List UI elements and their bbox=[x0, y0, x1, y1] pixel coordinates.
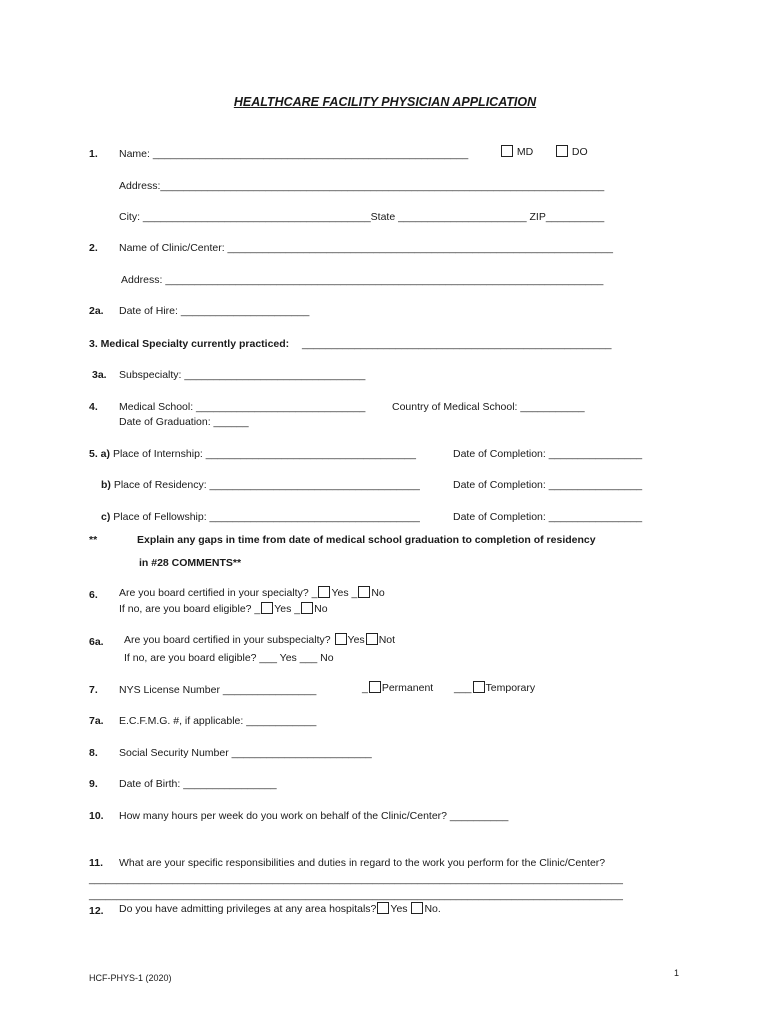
board-certified-row bbox=[119, 586, 385, 599]
q6-number: 6. bbox=[89, 589, 98, 601]
subspecialty-yes-label: Yes bbox=[347, 634, 365, 646]
q12-number: 12. bbox=[89, 905, 104, 917]
permanent-checkbox[interactable] bbox=[369, 681, 381, 693]
board-eligible-no-label: No bbox=[314, 603, 328, 615]
internship-completion-field[interactable]: Date of Completion: ________________ bbox=[453, 448, 643, 460]
board-eligible-yes-checkbox[interactable] bbox=[261, 602, 273, 614]
admitting-privileges-row bbox=[119, 902, 441, 915]
admitting-no-label: No. bbox=[424, 903, 441, 915]
q2-number: 2. bbox=[89, 242, 98, 254]
q7a-number: 7a. bbox=[89, 715, 104, 727]
page-title: HEALTHCARE FACILITY PHYSICIAN APPLICATION bbox=[233, 95, 537, 109]
do-checkbox[interactable] bbox=[556, 145, 568, 157]
temporary-option[interactable] bbox=[454, 681, 535, 694]
q11-number: 11. bbox=[89, 857, 104, 869]
country-of-school-field[interactable]: Country of Medical School: ___________ bbox=[392, 401, 585, 413]
responsibilities-line-1[interactable]: ________________________________________________________________________________________________ bbox=[89, 874, 623, 885]
gaps-note-line2: in #28 COMMENTS** bbox=[139, 557, 242, 569]
board-certified-no-checkbox[interactable] bbox=[358, 586, 370, 598]
ssn-field[interactable]: Social Security Number ________________________ bbox=[119, 747, 372, 759]
graduation-date-field[interactable]: Date of Graduation: ______ bbox=[119, 416, 249, 428]
q10-number: 10. bbox=[89, 810, 104, 822]
residency-row[interactable] bbox=[101, 479, 420, 491]
board-certified-yes-label: Yes _ bbox=[331, 587, 358, 599]
q8-number: 8. bbox=[89, 747, 98, 759]
note-stars: ** bbox=[89, 534, 98, 546]
date-of-birth-field[interactable]: Date of Birth: ________________ bbox=[119, 778, 277, 790]
residency-completion-field[interactable]: Date of Completion: ________________ bbox=[453, 479, 643, 491]
subspecialty-yes-checkbox[interactable] bbox=[335, 633, 347, 645]
q7-number: 7. bbox=[89, 684, 98, 696]
board-eligible-label: If no, are you board eligible? _ bbox=[119, 603, 261, 615]
subspecialty-no-checkbox[interactable] bbox=[366, 633, 378, 645]
md-checkbox[interactable] bbox=[501, 145, 513, 157]
q5a-number: 5. a) bbox=[89, 448, 111, 460]
medical-specialty-field[interactable]: _____________________________________________________ bbox=[302, 338, 612, 350]
page-number: 1 bbox=[674, 968, 680, 978]
city-state-zip-field[interactable]: City: _______________________________________State ______________________ ZIP__________ bbox=[119, 211, 605, 223]
temporary-prefix: ___ bbox=[454, 682, 472, 694]
q3a-number: 3a. bbox=[92, 369, 107, 381]
board-certified-label: Are you board certified in your specialty? _ bbox=[119, 587, 318, 599]
temporary-label: Temporary bbox=[485, 682, 536, 694]
md-label: MD bbox=[516, 146, 534, 158]
permanent-label: Permanent bbox=[381, 682, 434, 694]
license-number-field[interactable]: NYS License Number ________________ bbox=[119, 684, 317, 696]
board-eligible-yes-label: Yes _ bbox=[274, 603, 301, 615]
form-code: HCF-PHYS-1 (2020) bbox=[89, 973, 172, 983]
internship-row[interactable] bbox=[89, 448, 416, 460]
admitting-no-checkbox[interactable] bbox=[411, 902, 423, 914]
board-eligible-no-checkbox[interactable] bbox=[301, 602, 313, 614]
subspecialty-certified-row bbox=[124, 633, 395, 646]
admitting-yes-label: Yes bbox=[390, 903, 408, 915]
name-field[interactable]: Name: ______________________________________________________ bbox=[119, 148, 469, 160]
clinic-name-field[interactable]: Name of Clinic/Center: __________________________________________________________________ bbox=[119, 242, 613, 254]
board-certified-yes-checkbox[interactable] bbox=[318, 586, 330, 598]
responsibilities-line-2[interactable]: ________________________________________________________________________________________________ bbox=[89, 890, 623, 901]
temporary-checkbox[interactable] bbox=[473, 681, 485, 693]
md-option[interactable] bbox=[500, 145, 533, 158]
q1-number: 1. bbox=[89, 148, 98, 160]
fellowship-row[interactable] bbox=[101, 511, 420, 523]
hours-per-week-field[interactable]: How many hours per week do you work on behalf of the Clinic/Center? __________ bbox=[119, 810, 509, 822]
residency-field[interactable]: Place of Residency: ____________________________________ bbox=[113, 479, 420, 491]
permanent-option[interactable] bbox=[362, 681, 433, 694]
clinic-address-field[interactable]: Address: ___________________________________________________________________________ bbox=[121, 274, 604, 286]
ecfmg-field[interactable]: E.C.F.M.G. #, if applicable: ____________ bbox=[119, 715, 317, 727]
board-eligible-row bbox=[119, 602, 328, 615]
admitting-privileges-label: Do you have admitting privileges at any area hospitals? bbox=[119, 903, 377, 915]
board-certified-no-label: No bbox=[371, 587, 385, 599]
subspecialty-no-label: Not bbox=[378, 634, 396, 646]
q5c-number: c) bbox=[101, 511, 111, 523]
internship-field[interactable]: Place of Internship: ____________________________________ bbox=[112, 448, 416, 460]
subspecialty-eligible-field[interactable]: If no, are you board eligible? ___ Yes ___ No bbox=[124, 652, 334, 664]
medical-specialty-label: 3. Medical Specialty currently practiced: bbox=[89, 338, 290, 350]
q5b-number: b) bbox=[101, 479, 111, 491]
fellowship-completion-field[interactable]: Date of Completion: ________________ bbox=[453, 511, 643, 523]
subspecialty-field[interactable]: Subspecialty: _______________________________ bbox=[119, 369, 366, 381]
permanent-prefix: _ bbox=[362, 682, 368, 694]
gaps-note-line1: Explain any gaps in time from date of medical school graduation to completion of residency bbox=[137, 534, 596, 546]
do-label: DO bbox=[571, 146, 588, 158]
date-of-hire-field[interactable]: Date of Hire: ______________________ bbox=[119, 305, 310, 317]
address-field[interactable]: Address:____________________________________________________________________________ bbox=[119, 180, 605, 192]
subspecialty-certified-label: Are you board certified in your subspecialty? bbox=[124, 634, 331, 646]
q2a-number: 2a. bbox=[89, 305, 104, 317]
medical-school-field[interactable]: Medical School: _____________________________ bbox=[119, 401, 366, 413]
q4-number: 4. bbox=[89, 401, 98, 413]
fellowship-field[interactable]: Place of Fellowship: ____________________________________ bbox=[113, 511, 420, 523]
responsibilities-label: What are your specific responsibilities and duties in regard to the work you perform for the Clinic/Center? bbox=[119, 857, 606, 869]
do-option[interactable] bbox=[555, 145, 588, 158]
q9-number: 9. bbox=[89, 778, 98, 790]
admitting-yes-checkbox[interactable] bbox=[377, 902, 389, 914]
q6a-number: 6a. bbox=[89, 636, 104, 648]
